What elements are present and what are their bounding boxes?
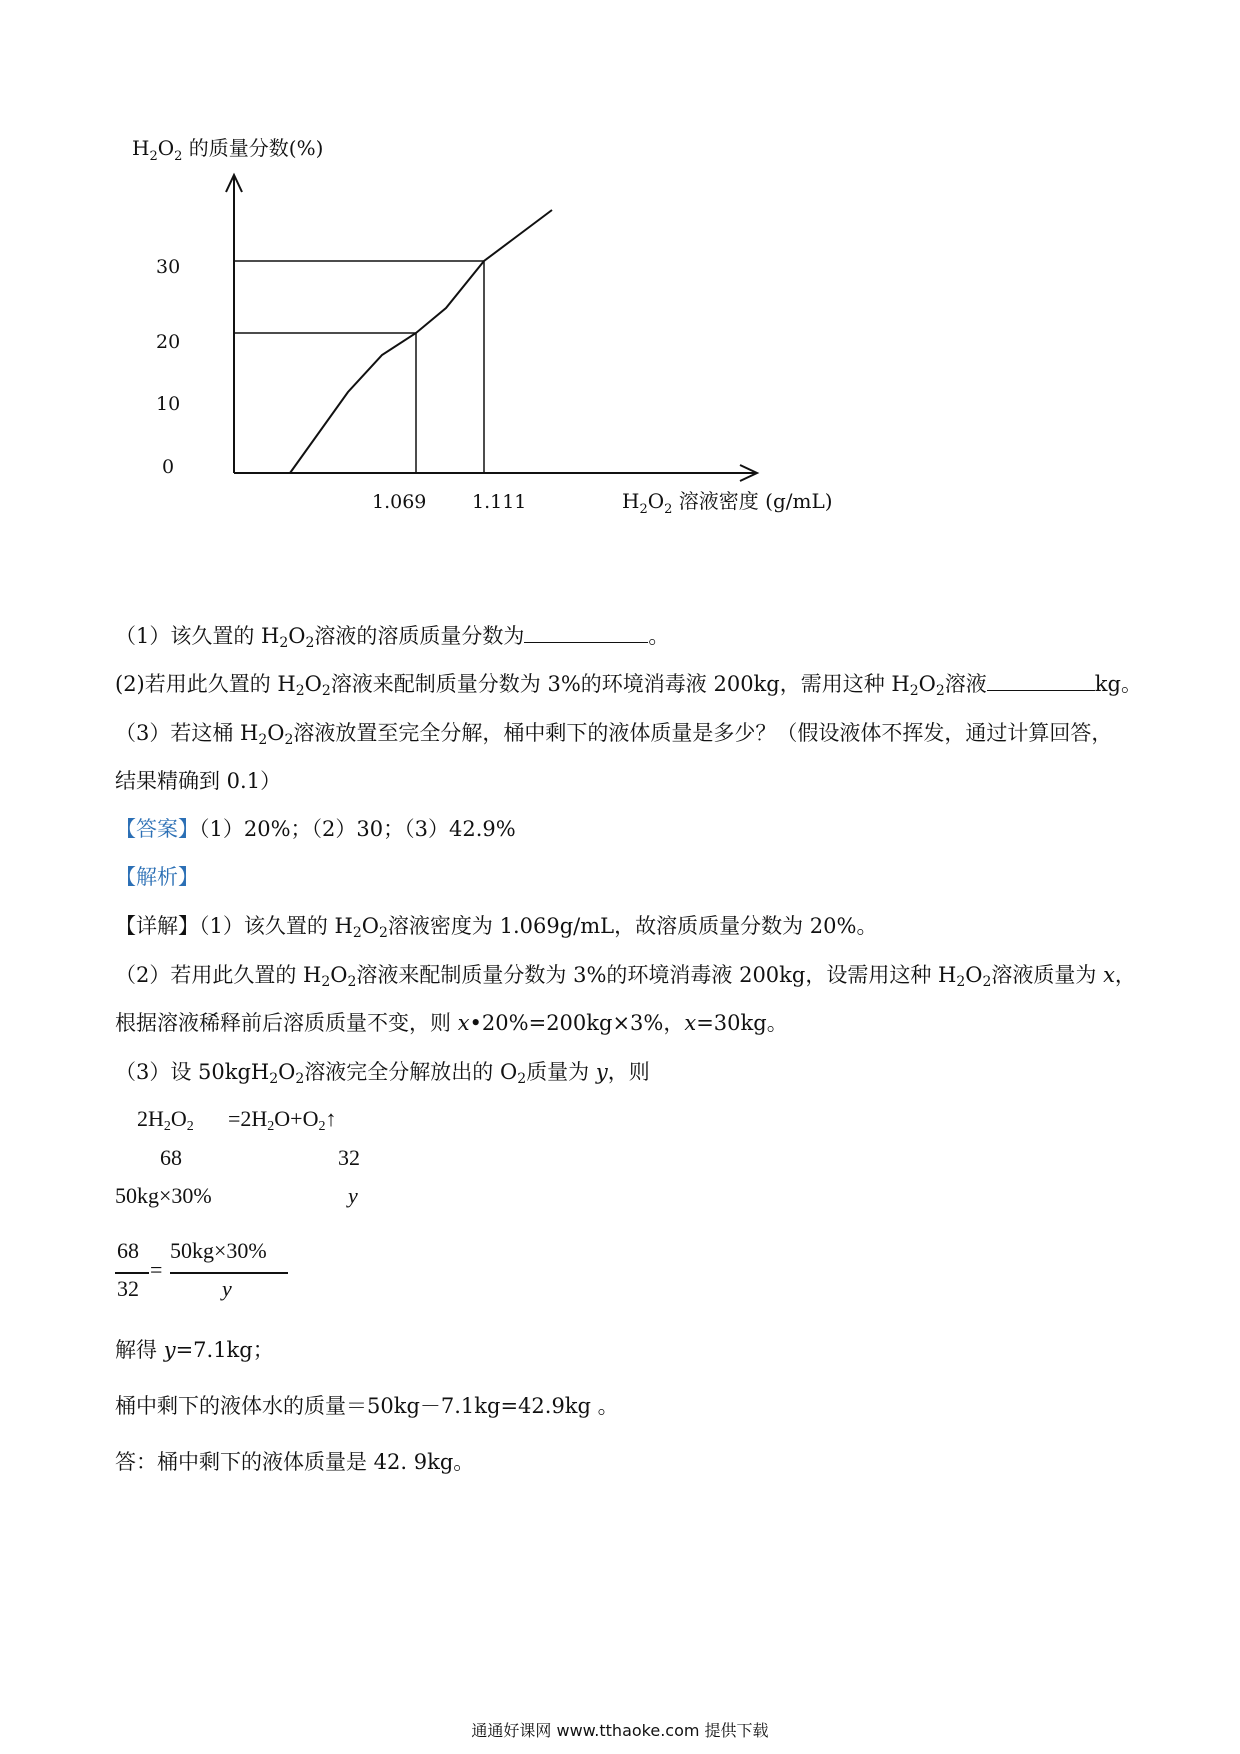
data-curve — [290, 210, 552, 473]
detail-line-3: 根据溶液稀释前后溶质质量不变，则 x•20%=200kg×3%，x=30kg。 — [115, 1011, 788, 1035]
solution-line-1: 解得 y=7.1kg； — [115, 1338, 274, 1362]
fraction-left: 68 32 — [115, 1238, 151, 1308]
x-axis-label: $H_2O_2$ 溶液密度 (g/mL) — [622, 489, 833, 517]
answer-line: 【答案】（1）20%；（2）30；（3）42.9% — [115, 817, 516, 841]
equation-reactant: $2H_2O_2$ — [137, 1106, 194, 1134]
quantity-known: 50kg×30% — [115, 1183, 212, 1208]
density-fraction-graph — [120, 130, 960, 590]
y-tick-label: 10 — [156, 393, 181, 415]
detail-line-4: （3）设 $50kgH_2O_2$溶液完全分解放出的 $O_2$质量为 y，则 — [115, 1060, 650, 1087]
solution-line-2: 桶中剩下的液体水的质量＝50kg－7.1kg=42.9kg 。 — [115, 1394, 619, 1418]
equation-products: $=2H_2O+O_2↑$ — [228, 1106, 337, 1134]
analysis-tag: 【解析】 — [115, 865, 199, 889]
question-3-line-2: 结果精确到 0.1） — [115, 769, 282, 793]
y-tick-label: 20 — [156, 331, 181, 353]
reference-line-20 — [234, 333, 416, 473]
question-2: (2)若用此久置的 $H_2O_2$溶液来配制质量分数为 3%的环境消毒液 200kg，需用这种 $H_2O_2$溶液 kg。 — [115, 672, 1142, 699]
molar-mass-68: 68 — [160, 1145, 182, 1170]
answer-blank — [987, 670, 1095, 691]
y-tick-label: 30 — [156, 256, 181, 278]
gas-arrow: ↑ — [325, 1106, 337, 1131]
quantity-unknown: y — [348, 1183, 358, 1208]
detail-tag: 【详解】 — [115, 914, 199, 938]
reference-line-30 — [234, 261, 484, 473]
fraction-right: 50kg×30% y — [170, 1238, 290, 1308]
page-footer: 通通好课网 www.tthaoke.com 提供下载 — [471, 1721, 769, 1740]
question-1: （1）该久置的 $H_2O_2$溶液的溶质质量分数为 。 — [115, 624, 670, 651]
question-3: （3）若这桶 $H_2O_2$溶液放置至完全分解，桶中剩下的液体质量是多少？（假设液体不挥发，通过计算回答， — [115, 721, 1113, 748]
fraction-equals: = — [150, 1257, 163, 1282]
molar-mass-32: 32 — [338, 1145, 360, 1170]
y-tick-label: 0 — [162, 456, 175, 478]
solution-line-3: 答：桶中剩下的液体质量是 42. 9kg。 — [115, 1450, 475, 1474]
detail-line-1: 【详解】（1）该久置的 $H_2O_2$溶液密度为 1.069g/mL，故溶质质量分数为 20%。 — [115, 914, 878, 941]
answer-tag: 【答案】 — [115, 817, 199, 841]
answer-blank — [524, 622, 648, 643]
x-tick-label: 1.111 — [472, 491, 527, 513]
y-axis-label: $H_2O_2$ 的质量分数(%) — [132, 136, 324, 164]
detail-line-2: （2）若用此久置的 $H_2O_2$溶液来配制质量分数为 3%的环境消毒液 200kg，设需用这种 $H_2O_2$溶液质量为 x， — [115, 963, 1136, 990]
x-tick-label: 1.069 — [372, 491, 427, 513]
